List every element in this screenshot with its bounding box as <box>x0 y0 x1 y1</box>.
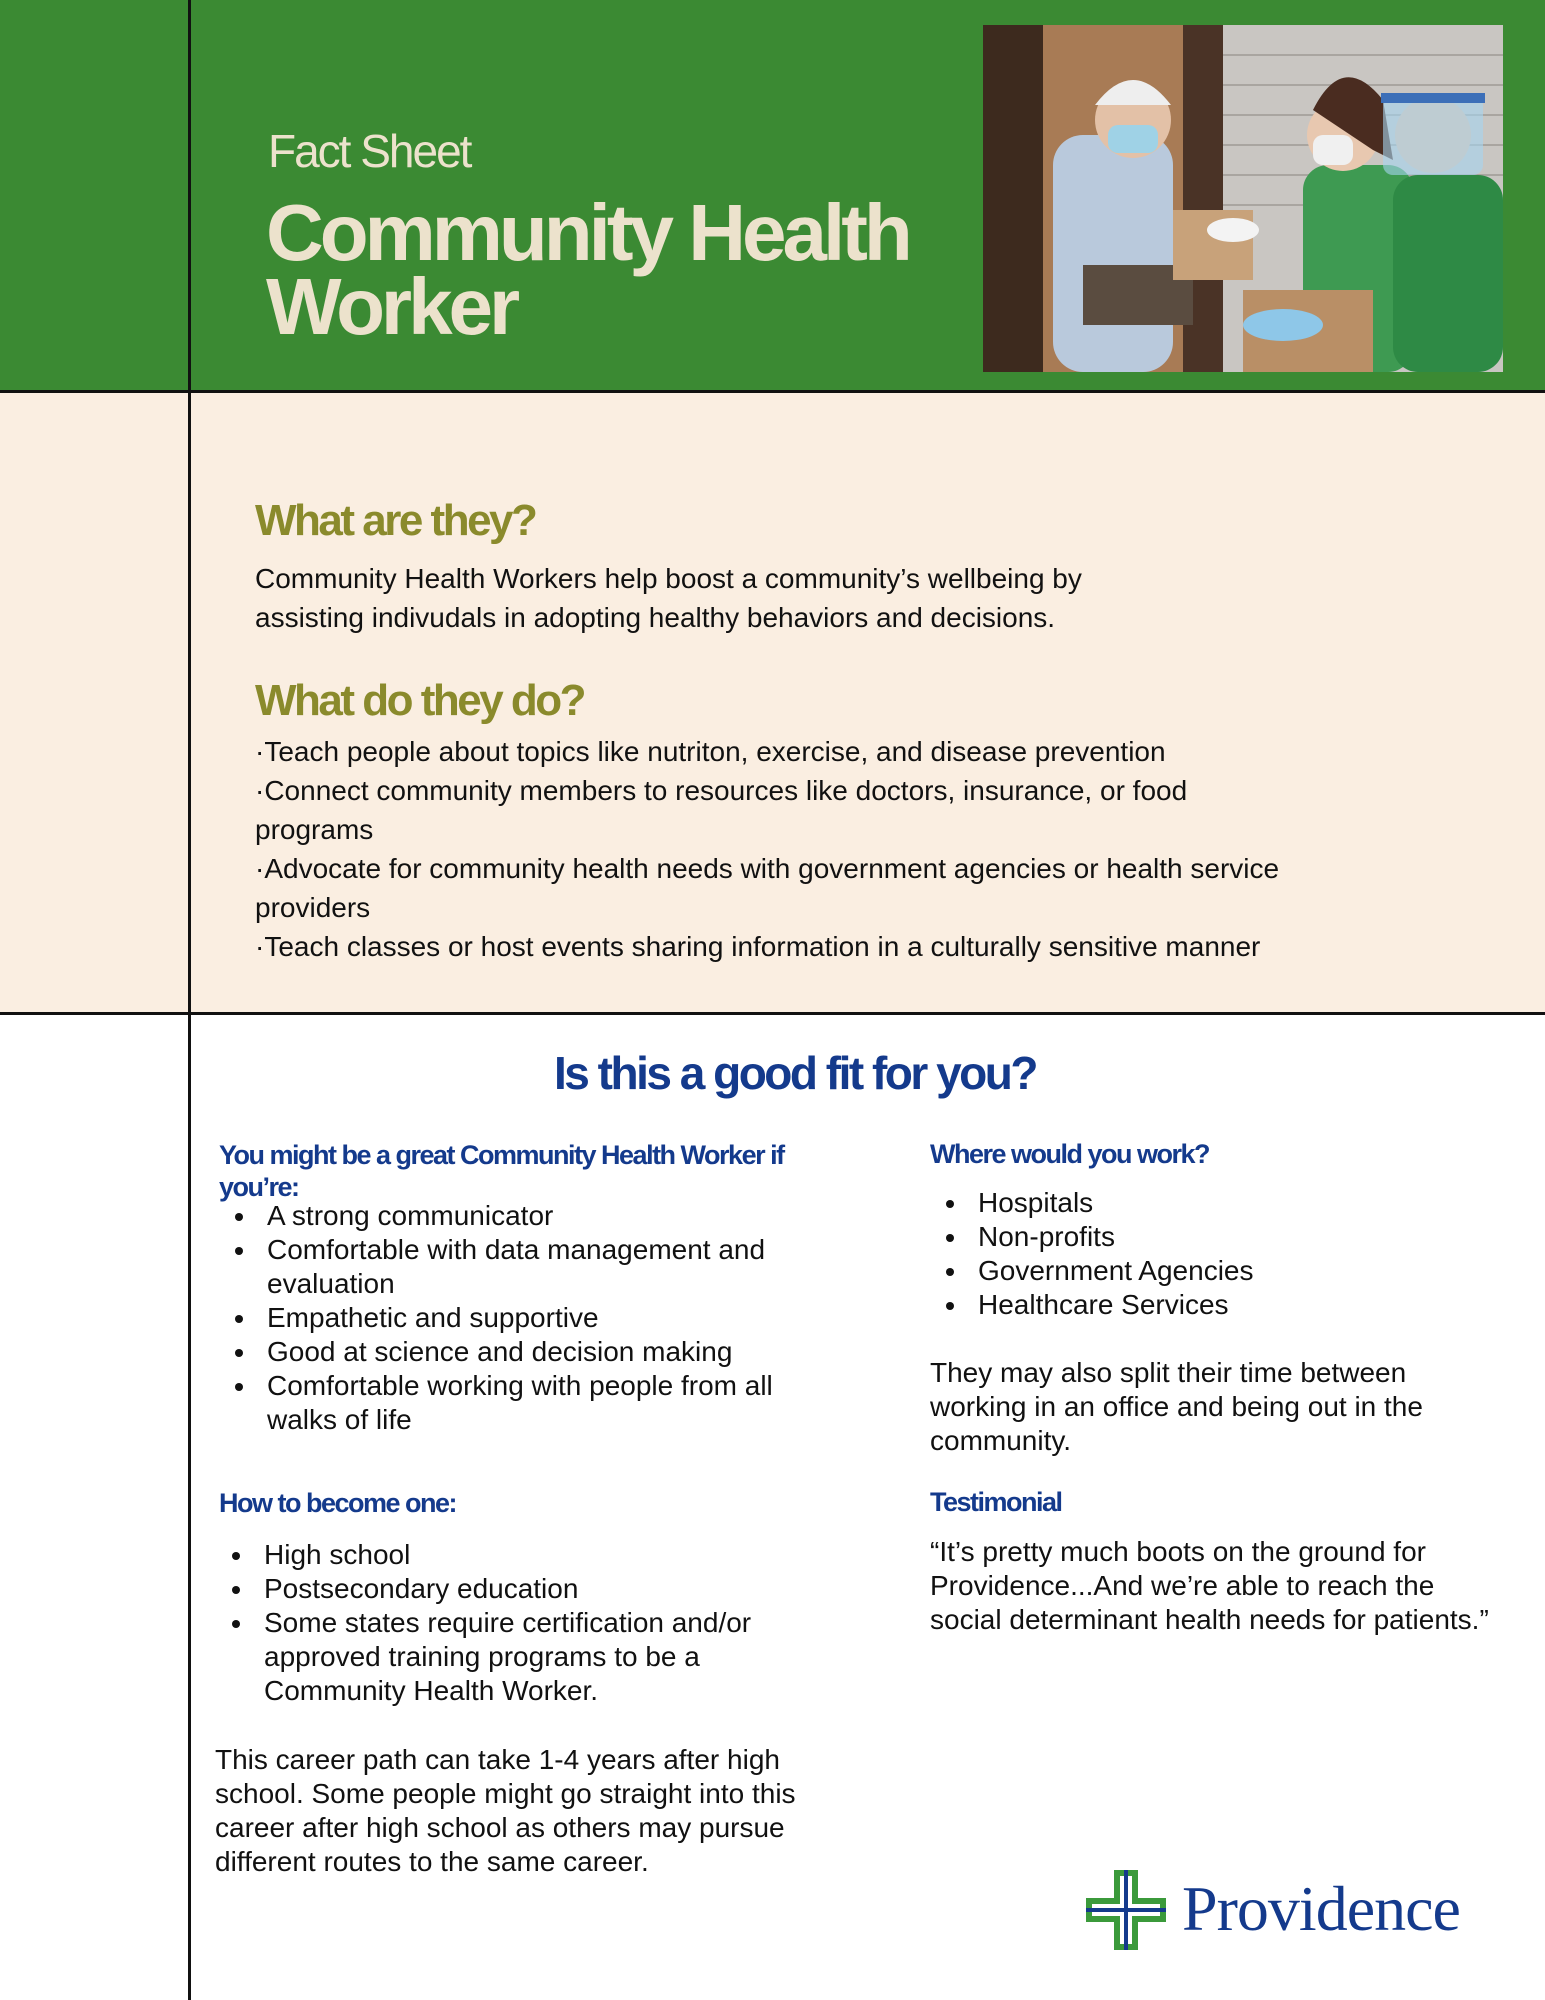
duty-line: ·Advocate for community health needs with government agencies or health service <box>255 853 1280 884</box>
left-margin-rule <box>188 0 191 2000</box>
what-are-they-heading: What are they? <box>255 496 536 545</box>
list-item: Healthcare Services <box>930 1288 1410 1322</box>
work-note-text: They may also split their time between working in an office and being out in the community. <box>930 1357 1423 1456</box>
providence-logo <box>1086 1870 1506 1950</box>
list-item: Government Agencies <box>930 1254 1410 1288</box>
list-item: Postsecondary education <box>216 1572 836 1606</box>
fit-title: Is this a good fit for you? <box>554 1047 1036 1099</box>
band-divider <box>0 1012 1545 1015</box>
become-steps-list <box>216 1538 836 1708</box>
providence-cross-icon <box>1086 1870 1166 1950</box>
testimonial-heading: Testimonial <box>930 1487 1062 1517</box>
list-item: Comfortable working with people from all walks of life <box>219 1369 779 1437</box>
list-item: Good at science and decision making <box>219 1335 779 1369</box>
list-item: High school <box>216 1538 836 1572</box>
what-are-they-text <box>255 559 1082 637</box>
what-do-they-do-text <box>255 732 1279 966</box>
list-item: Some states require certification and/or approved training programs to be a Community Health Worker. <box>216 1606 836 1708</box>
header-photo <box>983 25 1503 372</box>
what-are-they-line: assisting indivudals in adopting healthy behaviors and decisions. <box>255 602 1056 633</box>
list-item: Comfortable with data management and evaluation <box>219 1233 779 1301</box>
duty-line: ·Teach classes or host events sharing information in a culturally sensitive manner <box>255 931 1261 962</box>
list-item: Empathetic and supportive <box>219 1301 779 1335</box>
fact-sheet-kicker: Fact Sheet <box>268 125 471 177</box>
what-are-they-line: Community Health Workers help boost a community’s wellbeing by <box>255 563 1082 594</box>
traits-heading: You might be a great Community Health Worker if you’re: <box>219 1140 784 1202</box>
duty-line: programs <box>255 814 374 845</box>
testimonial-quote: “It’s pretty much boots on the ground for Providence...And we’re able to reach the social determinant health needs for patients.” <box>930 1536 1489 1635</box>
community-health-photo-illustration <box>983 25 1503 372</box>
duty-line: providers <box>255 892 371 923</box>
page-title: Community Health Worker <box>266 188 909 351</box>
list-item: A strong communicator <box>219 1199 779 1233</box>
career-path-text: This career path can take 1-4 years after high school. Some people might go straight into this career after high school as others may pursue different routes to the same career. <box>215 1744 796 1877</box>
list-item: Non-profits <box>930 1220 1410 1254</box>
traits-list <box>219 1199 779 1437</box>
workplaces-list <box>930 1186 1410 1322</box>
list-item: Hospitals <box>930 1186 1410 1220</box>
duty-line: ·Connect community members to resources like doctors, insurance, or food <box>255 775 1188 806</box>
what-do-they-do-heading: What do they do? <box>255 676 585 725</box>
how-to-become-heading: How to become one: <box>219 1488 457 1518</box>
where-work-heading: Where would you work? <box>930 1139 1210 1169</box>
providence-wordmark: Providence <box>1182 1873 1460 1944</box>
duty-line: ·Teach people about topics like nutriton, exercise, and disease prevention <box>255 736 1166 767</box>
